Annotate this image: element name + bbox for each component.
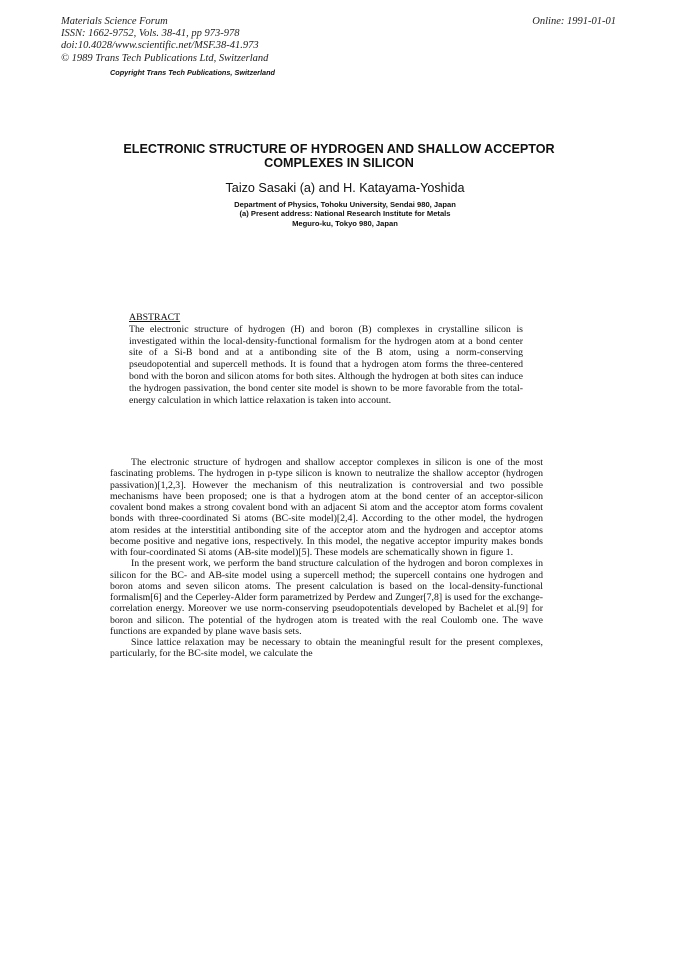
journal-metadata	[61, 16, 268, 65]
journal-name: Materials Science Forum	[61, 16, 168, 27]
body-section	[110, 457, 543, 660]
body-paragraph-3: Since lattice relaxation may be necessary to obtain the meaningful result for the present complexes, particularly, for the BC-site model, we calculate the	[110, 637, 543, 660]
body-paragraph-1: The electronic structure of hydrogen and shallow acceptor complexes in silicon is one of the most fascinating problems. The hydrogen in p-type silicon is known to neutralize the shallow acceptor (hydrogen passivation)[1,2,3]. However the mechanism of this neutralization is controversial and two possible mechanisms have been proposed; one is that a hydrogen atom at the bond center of an acceptor-silicon covalent bond makes a strong covalent bond with an adjacent Si atom and the acceptor atom forms covalent bonds with three-coordinated Si atoms (BC-site model)[2,4]. According to the other model, the hydrogen atom resides at the interstitial antibonding site of the acceptor atom and the hydrogen and acceptor atoms become positive and negative ions, respectively. In this model, the negative acceptor impurity makes bonds with four-coordinated Si atoms (AB-site model)[5]. These models are schematically shown in figure 1.	[110, 457, 543, 558]
affiliations	[200, 200, 490, 228]
abstract-text: The electronic structure of hydrogen (H) and boron (B) complexes in crystalline silicon is investigated within the local-density-functional formalism for the hydrogen atom at a bond center site of a Si-B bond and at a antibonding site of the B atom, using a norm-conserving pseudopotential and supercell methods. It is found that a hydrogen atom forms the three-centered bond with the boron and silicon atoms for both sites. Although the hydrogen at both sites can induce the hydrogen passivation, the bond center site model is shown to be more favorable from the total-energy calculation in which lattice relaxation is taken into account.	[129, 323, 523, 406]
publisher-copyright: Copyright Trans Tech Publications, Switzerland	[110, 68, 276, 77]
copyright-line: © 1989 Trans Tech Publications Ltd, Switzerland	[61, 52, 269, 64]
online-date: Online: 1991-01-01	[532, 16, 616, 27]
affiliation-line-2: (a) Present address: National Research Institute for Metals	[239, 209, 451, 219]
affiliation-line-3: Meguro-ku, Tokyo 980, Japan	[292, 218, 398, 228]
title-line-2: COMPLEXES IN SILICON	[264, 156, 414, 170]
paper-title	[90, 142, 588, 170]
issn-line: ISSN: 1662-9752, Vols. 38-41, pp 973-978	[61, 28, 240, 40]
author-list: Taizo Sasaki (a) and H. Katayama-Yoshida	[225, 181, 465, 195]
abstract-section	[129, 312, 523, 406]
body-paragraph-2: In the present work, we perform the band structure calculation of the hydrogen and boron complexes in silicon for the BC- and AB-site model using a supercell method; the supercell contains one hydrogen and boron atoms and seven silicon atoms. The present calculation is based on the local-density-functional formalism[6] and the Ceperley-Alder form parametrized by Perdew and Zunger[7,8] is used for the exchange-correlation energy. Moreover we use norm-conserving pseudopotentials developed by Bachelet et al.[9] for boron and silicon. The potential of the hydrogen atom is treated with the real Coulomb one. The wave functions are expanded by plane wave basis sets.	[110, 558, 543, 637]
doi-line: doi:10.4028/www.scientific.net/MSF.38-41.973	[61, 40, 259, 52]
title-line-1: ELECTRONIC STRUCTURE OF HYDROGEN AND SHALLOW ACCEPTOR	[123, 142, 555, 156]
affiliation-line-1: Department of Physics, Tohoku University, Sendai 980, Japan	[234, 200, 456, 209]
abstract-heading: ABSTRACT	[129, 312, 181, 323]
